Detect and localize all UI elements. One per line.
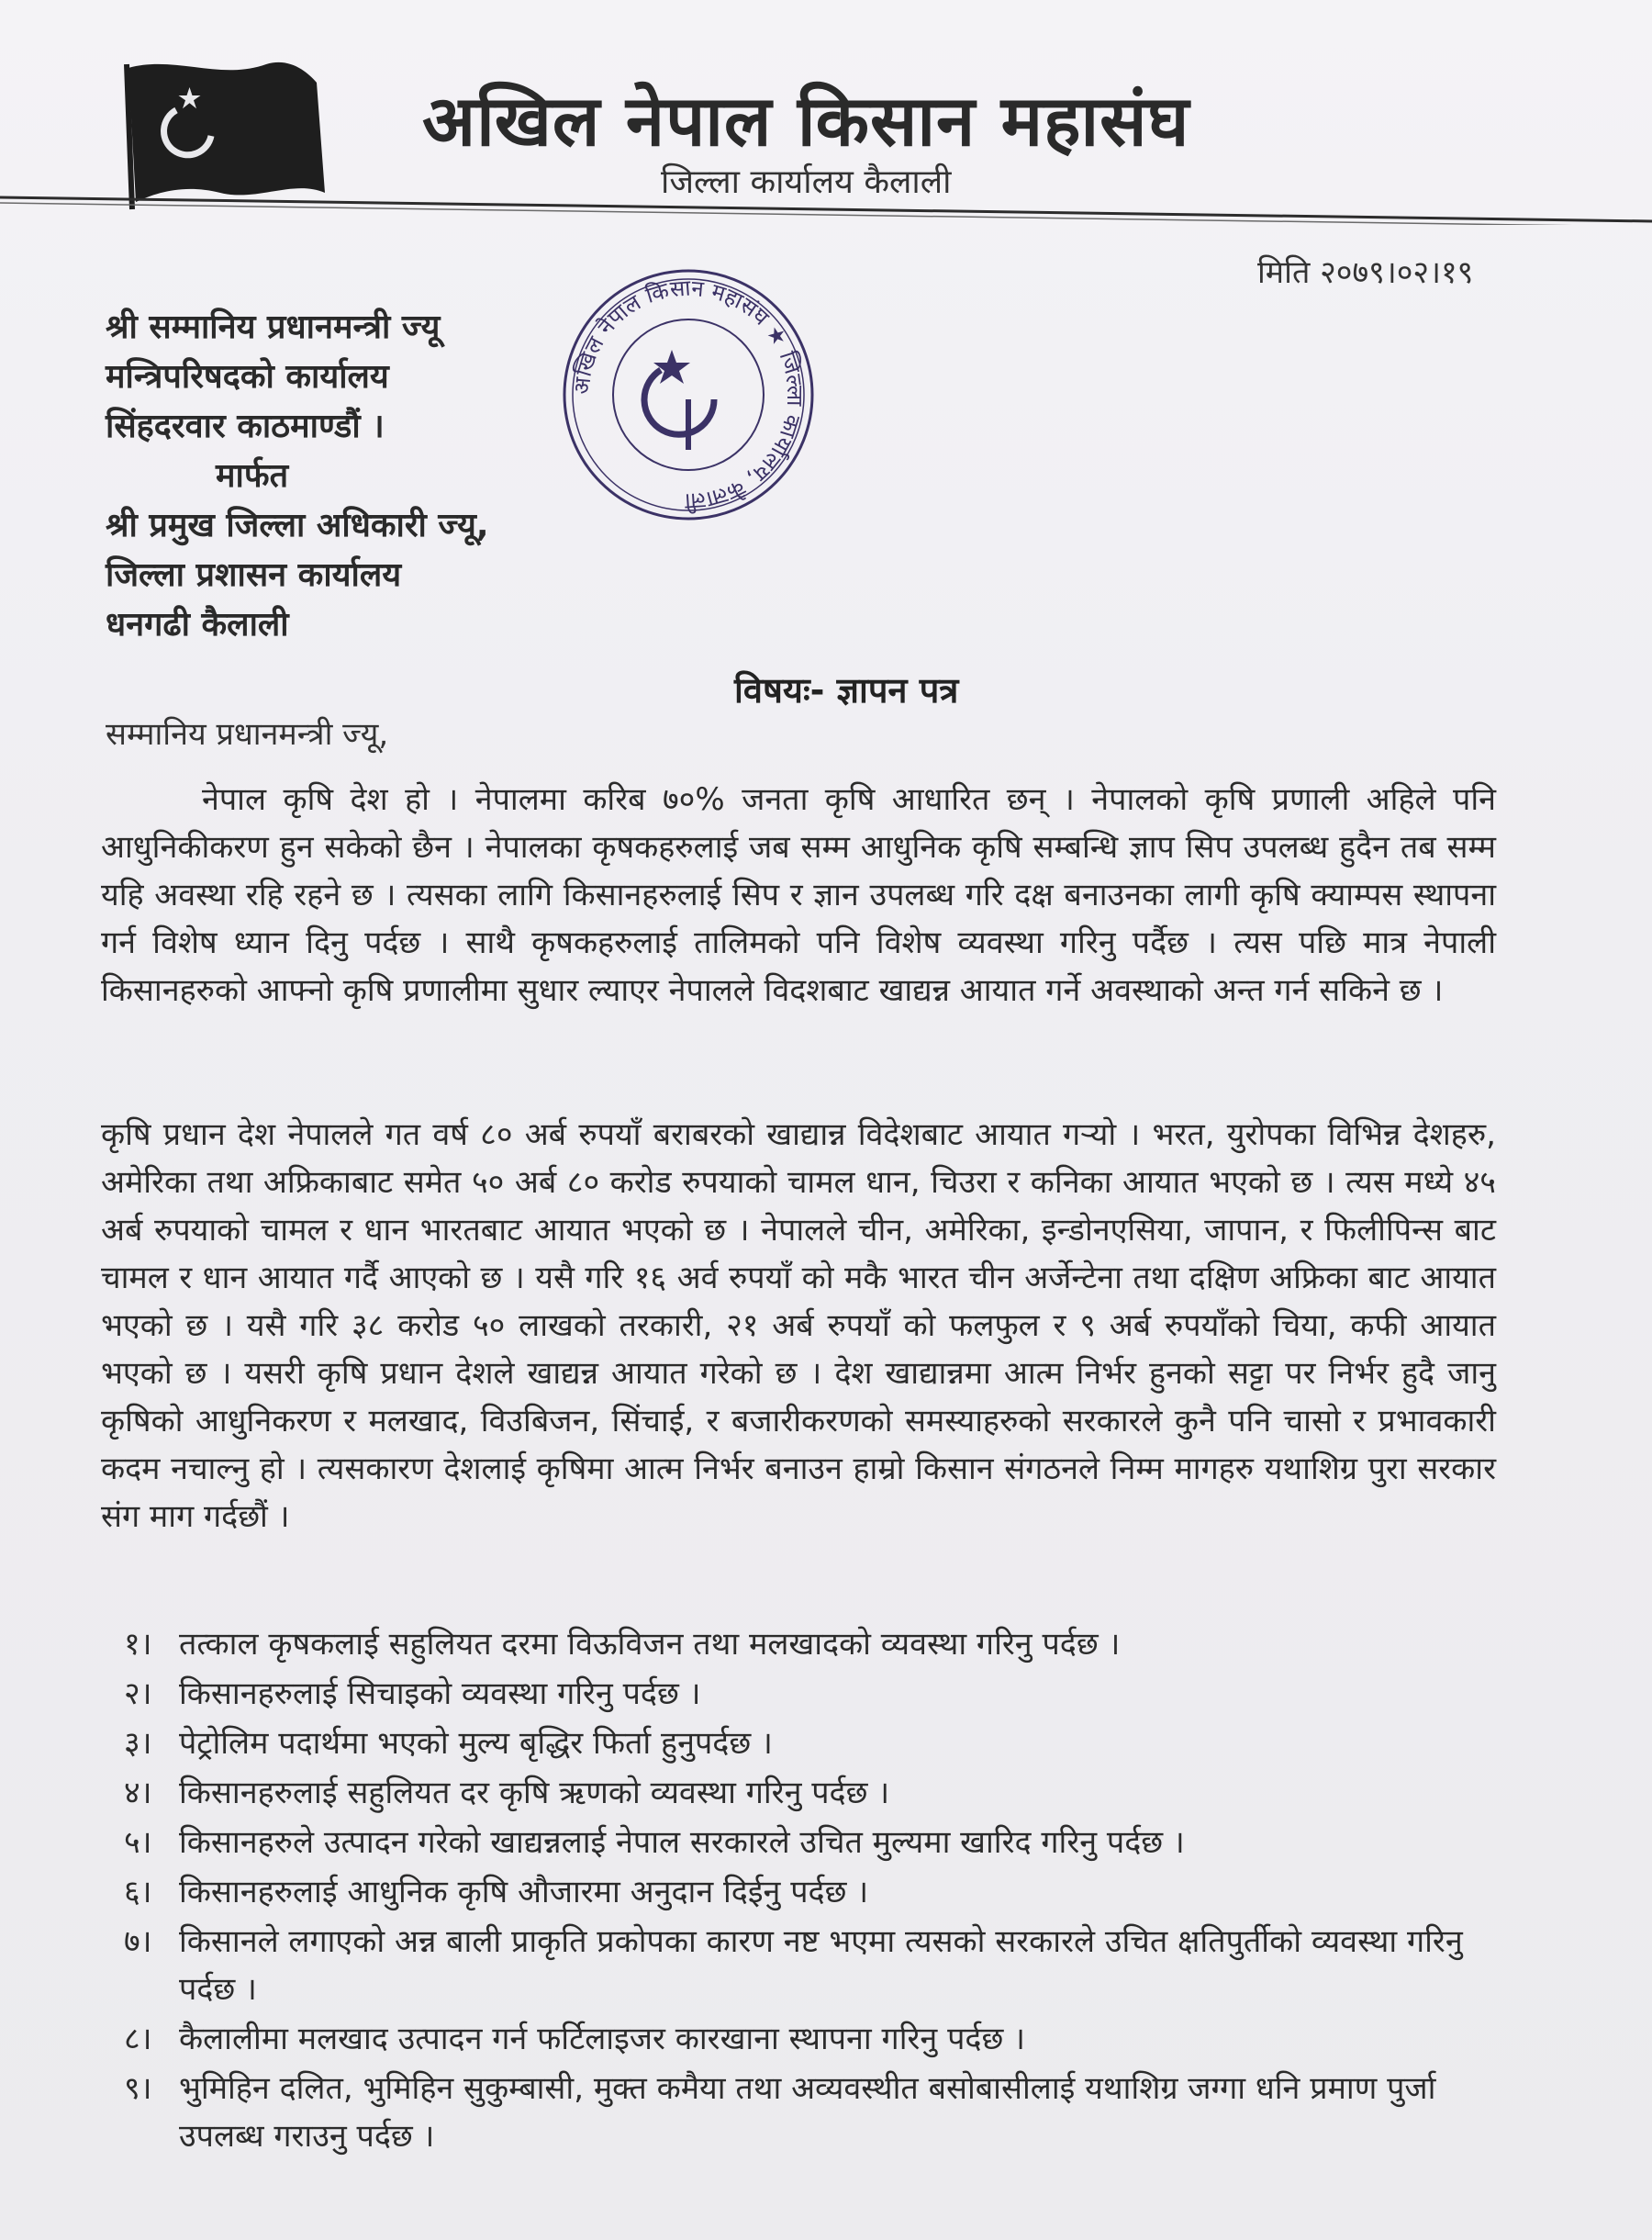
demand-item — [124, 1868, 1501, 1916]
seal-star-icon — [653, 350, 690, 384]
demand-text: किसानहरुलाई सिचाइको व्यवस्था गरिनु पर्दछ । — [179, 1675, 701, 1712]
demand-number: ८। — [124, 2021, 152, 2057]
demand-item — [124, 1769, 1501, 1817]
body-paragraph-1: नेपाल कृषि देश हो । नेपालमा करिब ७०% जनता कृषि आधारित छन् । नेपालको कृषि प्रणाली अहिले पनि आधुनिकीकरण हुन सकेको छैन । नेपालका कृषकहरुलाई जब सम्म आधुनिक कृषि सम्बन्धि ज्ञाप सिप उपलब्ध हुदैन तब सम्म यहि अवस्था रहि रहने छ । त्यसका लागि किसानहरुलाई सिप र ज्ञान उपलब्ध गरि दक्ष बनाउनका लागी कृषि क्याम्पस स्थापना गर्न विशेष ध्यान दिनु पर्दछ । साथै कृषकहरुलाई तालिमको पनि विशेष व्यवस्था गरिनु पर्दैछ । त्यस पछि मात्र नेपाली किसानहरुको आफ्नो कृषि प्रणालीमा सुधार ल्याएर नेपालले विदशबाट खाद्यन्न आयात गर्ने अवस्थाको अन्त गर्न सकिने छ । — [101, 781, 1496, 1009]
demand-number: २। — [124, 1675, 152, 1712]
office-seal — [551, 262, 826, 528]
recipient-line: मन्त्रिपरिषदको कार्यालय — [106, 358, 389, 396]
organization-name: अखिल नेपाल किसान महासंघ — [422, 80, 1190, 162]
demand-text: किसानहरुलाई आधुनिक कृषि औजारमा अनुदान दिईनु पर्दछ । — [179, 1874, 869, 1910]
demand-item — [124, 1918, 1501, 2013]
demand-item — [124, 1670, 1501, 1718]
demand-number: ६। — [124, 1874, 152, 1910]
demand-number: ३। — [124, 1725, 152, 1762]
salutation: सम्मानिय प्रधानमन्त्री ज्यू, — [106, 716, 389, 753]
demand-text: तत्काल कृषकलाई सहुलियत दरमा विऊविजन तथा मलखादको व्यवस्था गरिनु पर्दछ । — [179, 1626, 1121, 1663]
demand-number: ४। — [124, 1775, 152, 1811]
demand-item — [124, 2015, 1501, 2063]
recipient-via: मार्फत — [216, 457, 289, 495]
recipient-block — [106, 303, 583, 650]
demand-number: ५। — [124, 1824, 152, 1861]
recipient-line: जिल्ला प्रशासन कार्यालय — [106, 556, 402, 594]
demand-number: ९। — [124, 2070, 152, 2107]
demand-item — [124, 2065, 1501, 2160]
office-name: जिल्ला कार्यालय कैलाली — [661, 163, 952, 201]
demand-text: भुमिहिन दलित, भुमिहिन सुकुम्बासी, मुक्त कमैया तथा अव्यवस्थीत बसोबासीलाई यथाशिग्र जग्गा धनि प्रमाण पुर्जा उपलब्ध गराउनु पर्दछ । — [179, 2070, 1436, 2155]
seal-text: अखिल नेपाल किसान महासंघ ★ जिल्ला कार्यालय, कैलाली — [568, 274, 809, 515]
demand-item — [124, 1719, 1501, 1767]
recipient-line: श्री सम्मानिय प्रधानमन्त्री ज्यू — [106, 308, 441, 346]
demand-text: किसानहरुले उत्पादन गरेको खाद्यन्नलाई नेपाल सरकारले उचित मुल्यमा खारिद गरिनु पर्दछ । — [179, 1824, 1185, 1861]
demand-item — [124, 1620, 1501, 1668]
letter-date: मिति २०७९।०२।१९ — [1257, 254, 1474, 291]
recipient-line: श्री प्रमुख जिल्ला अधिकारी ज्यू, — [106, 507, 489, 544]
demand-number: १। — [124, 1626, 152, 1663]
demand-number: ७। — [124, 1923, 152, 1960]
demands-list — [124, 1620, 1501, 2162]
recipient-line: धनगढी कैलाली — [106, 606, 289, 644]
demand-text: पेट्रोलिम पदार्थमा भएको मुल्य बृद्धिर फिर्ता हुनुपर्दछ । — [179, 1725, 773, 1762]
recipient-line: सिंहदरवार काठमाण्डौं । — [106, 408, 385, 445]
demand-item — [124, 1819, 1501, 1866]
demand-text: किसानले लगाएको अन्न बाली प्राकृति प्रकोपका कारण नष्ट भएमा त्यसको सरकारले उचित क्षतिपुर्तीको व्यवस्था गरिनु पर्दछ । — [179, 1923, 1463, 2008]
letter-subject: विषयः- ज्ञापन पत्र — [734, 670, 959, 711]
body-paragraph-2: कृषि प्रधान देश नेपालले गत वर्ष ८० अर्ब रुपयाँ बराबरको खाद्यान्न विदेशबाट आयात गऱ्यो । भरत, युरोपका विभिन्न देशहरु, अमेरिका तथा अफ्रिकाबाट समेत ५० अर्ब ८० करोड रुपयाको चामल धान, चिउरा र कनिका आयात भएको छ । त्यस मध्ये ४५ अर्ब रुपयाको चामल र धान भारतबाट आयात भएको छ । नेपालले चीन, अमेरिका, इन्डोनएसिया, जापान, र फिलीपिन्स बाट चामल र धान आयात गर्दै आएको छ । यसै गरि १६ अर्व रुपयाँ को मकै भारत चीन अर्जेन्टेना तथा दक्षिण अफ्रिका बाट आयात भएको छ । यसै गरि ३८ करोड ५० लाखको तरकारी, २१ अर्ब रुपयाँ को फलफुल र ९ अर्ब रुपयाँको चिया, कफी आयात भएको छ । यसरी कृषि प्रधान देशले खाद्यन्न आयात गरेको छ । देश खाद्यान्नमा आत्म निर्भर हुनको सट्टा पर निर्भर हुदै जानु कृषिको आधुनिकरण र मलखाद, विउबिजन, सिंचाई, र बजारीकरणको समस्याहरुको सरकारले कुनै पनि चासो र प्रभावकारी कदम नचाल्नु हो । त्यसकारण देशलाई कृषिमा आत्म निर्भर बनाउन हाम्रो किसान संगठनले निम्म मागहरु यथाशिग्र पुरा सरकार संग माग गर्दछौं । — [101, 1116, 1496, 1535]
header-rule — [0, 188, 1652, 225]
demand-text: कैलालीमा मलखाद उत्पादन गर्न फर्टिलाइजर कारखाना स्थापना गरिनु पर्दछ । — [179, 2021, 1025, 2057]
demand-text: किसानहरुलाई सहुलियत दर कृषि ऋणको व्यवस्था गरिनु पर्दछ । — [179, 1775, 890, 1811]
